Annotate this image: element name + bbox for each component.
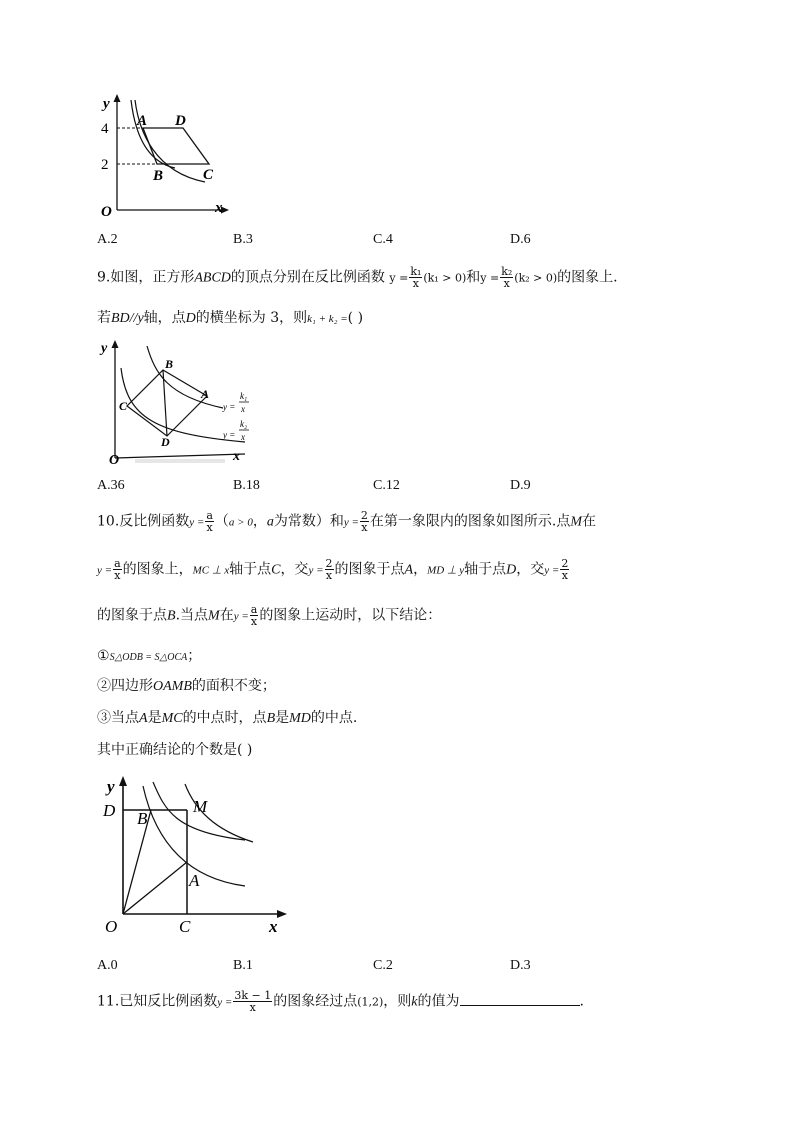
q10-question: 其中正确结论的个数是( ) (97, 742, 253, 758)
q10-conclusion-3: ③当点A是MC的中点时，点B是MD的中点. (97, 710, 358, 726)
q8-option-d: D.6 (510, 232, 531, 247)
q10-fig-C: C (179, 917, 191, 936)
q10-option-c: C.2 (373, 958, 393, 973)
q10-fig-B: B (137, 809, 148, 828)
q10-line-3: 的图象于点B.当点M在y = $\frac{a}{x}$ 的图象上运动时，以下结论： (97, 603, 442, 628)
q10-fig-O: O (105, 917, 118, 936)
q8-fig-4: 4 (101, 121, 109, 137)
q9-fig-k1: k₁ (240, 391, 248, 401)
q10-figure (95, 770, 295, 940)
q9-fig-o: O (109, 453, 120, 468)
q9-fig-C: C (119, 399, 128, 413)
q9-option-b: B.18 (233, 478, 260, 493)
q9-figure (95, 338, 265, 468)
q9-fig-D: D (161, 435, 170, 449)
q9-frac-k1: $\frac{\text{k₁}}{x}$ (410, 265, 422, 290)
q9-line-1: 9.如图，正方形ABCD的顶点分别在反比例函数 y = $\frac{\text{k₁}}{x}$ (k₁ > 0)和y = $\frac{\text{k₂}}{x}$ (k₂ > 0)的图象上. (97, 265, 618, 290)
q10-fig-y: y (107, 777, 115, 796)
q11-answer-blank[interactable] (460, 991, 580, 1006)
q8-option-b: B.3 (233, 232, 253, 247)
q9-line-2: 若BD//y轴，点D的横坐标为 3，则k₁ + k₂ =( ) (97, 310, 364, 326)
q9-fig-yeq2: y = (223, 430, 236, 440)
q9-fig-x2: x (241, 432, 245, 442)
q9-option-d: D.9 (510, 478, 531, 493)
q8-option-a: A.2 (97, 232, 118, 247)
q8-fig-D: D (175, 113, 186, 129)
q9-fig-x: x (233, 449, 240, 464)
q10-option-a: A.0 (97, 958, 118, 973)
q10-line-1: 10.反比例函数y = $\frac{a}{x}$ （a > 0，a为常数）和y = $\frac{2}{x}$ 在第一象限内的图象如图所示.点M在 (97, 509, 597, 534)
q8-figure (95, 92, 235, 222)
q9-fig-A: A (201, 387, 210, 401)
q8-option-c: C.4 (373, 232, 393, 247)
q10-fig-A: A (189, 871, 200, 890)
q9-option-a: A.36 (97, 478, 125, 493)
q9-option-c: C.12 (373, 478, 400, 493)
q8-fig-o: O (101, 204, 112, 220)
q8-fig-x: x (215, 200, 223, 216)
q10-line-2: y = $\frac{a}{x}$ 的图象上，MC ⊥ x轴于点C，交y = $\frac{2}{x}$ 的图象于点A，MD ⊥ y轴于点D，交y = $\frac{2}{x}$ (97, 557, 569, 582)
q10-conclusion-1: ①S△ODB = S△OCA； (97, 648, 202, 664)
q8-fig-A: A (137, 113, 148, 129)
q8-fig-2: 2 (101, 157, 109, 173)
q9-fig-B: B (165, 357, 174, 371)
q9-fig-y: y (101, 341, 108, 356)
q9-frac-k2: $\frac{\text{k₂}}{x}$ (501, 265, 513, 290)
q10-fig-x: x (269, 917, 278, 936)
q10-fig-M: M (193, 797, 208, 816)
q8-fig-C: C (203, 167, 214, 183)
q10-conclusion-2: ②四边形OAMB的面积不变； (97, 678, 276, 694)
q9-fig-x1: x (241, 404, 245, 414)
q8-fig-y: y (103, 96, 110, 112)
q10-fig-D: D (103, 801, 116, 820)
q9-fig-yeq1: y = (223, 402, 236, 412)
q11-line: 11.已知反比例函数y = $\frac{3k - 1}{x}$ 的图象经过点(1,2)，则k的值为 . (97, 989, 584, 1014)
q9-fig-k2: k₂ (240, 419, 248, 429)
q8-fig-B: B (153, 168, 164, 184)
q10-option-d: D.3 (510, 958, 531, 973)
q10-option-b: B.1 (233, 958, 253, 973)
